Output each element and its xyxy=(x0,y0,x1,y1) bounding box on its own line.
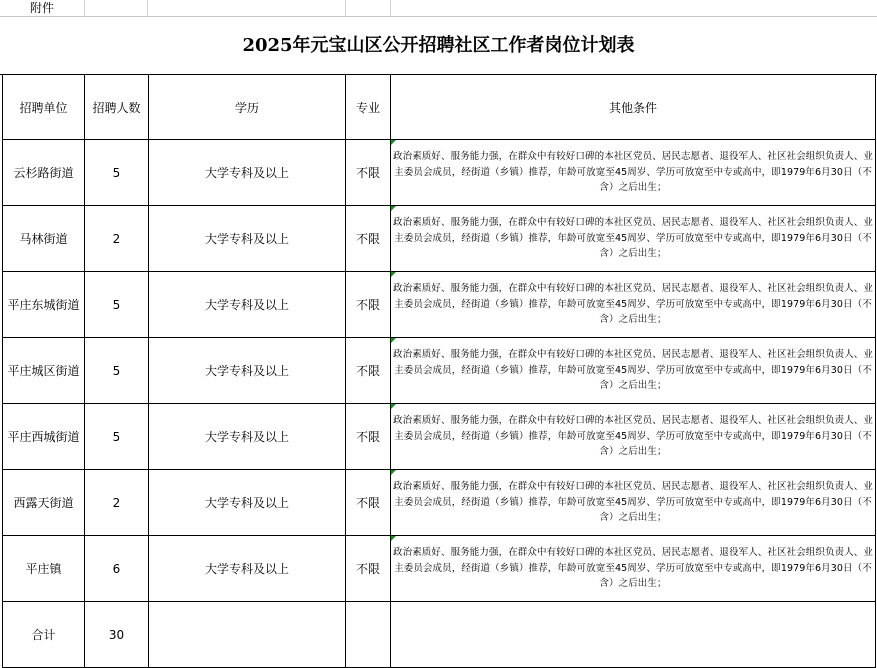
cell-other-conditions[interactable] xyxy=(391,536,876,602)
cell-education[interactable]: 大学专科及以上 xyxy=(149,206,346,272)
cell-other-conditions[interactable] xyxy=(391,206,876,272)
cell-unit[interactable]: 平庄城区街道 xyxy=(3,338,85,404)
total-label[interactable]: 合计 xyxy=(3,602,85,668)
cell-count[interactable]: 6 xyxy=(85,536,149,602)
table-row xyxy=(3,272,876,338)
page-title: 2025年元宝山区公开招聘社区工作者岗位计划表 xyxy=(242,35,635,56)
cell-comment-marker-icon xyxy=(391,272,396,277)
cell-count[interactable]: 5 xyxy=(85,140,149,206)
total-blank[interactable] xyxy=(149,602,346,668)
other-conditions-text: 政治素质好、服务能力强，在群众中有较好口碑的本社区党员、居民志愿者、退役军人、社区社会组织负责人、业主委员会成员，经街道（乡镇）推荐，年龄可放宽至45周岁、学历可放宽至中专或高中，即1979年6月30日（不含）之后出生； xyxy=(393,151,874,194)
cell-count[interactable]: 5 xyxy=(85,404,149,470)
cell-major[interactable]: 不限 xyxy=(346,404,391,470)
header-count[interactable]: 招聘人数 xyxy=(85,75,149,140)
other-conditions-text: 政治素质好、服务能力强，在群众中有较好口碑的本社区党员、居民志愿者、退役军人、社区社会组织负责人、业主委员会成员，经街道（乡镇）推荐，年龄可放宽至45周岁、学历可放宽至中专或高中，即1979年6月30日（不含）之后出生； xyxy=(393,481,874,524)
header-education[interactable]: 学历 xyxy=(149,75,346,140)
cell-unit[interactable]: 平庄西城街道 xyxy=(3,404,85,470)
cell-unit[interactable]: 平庄镇 xyxy=(3,536,85,602)
cell-major[interactable]: 不限 xyxy=(346,536,391,602)
cell-major[interactable]: 不限 xyxy=(346,206,391,272)
cell-comment-marker-icon xyxy=(391,206,396,211)
total-count[interactable]: 30 xyxy=(85,602,149,668)
cell-count[interactable]: 5 xyxy=(85,338,149,404)
total-blank[interactable] xyxy=(346,602,391,668)
cell-education[interactable]: 大学专科及以上 xyxy=(149,536,346,602)
cell-education[interactable]: 大学专科及以上 xyxy=(149,338,346,404)
header-unit[interactable]: 招聘单位 xyxy=(3,75,85,140)
attachment-row xyxy=(0,0,877,17)
total-row xyxy=(3,602,876,668)
cell-other-conditions[interactable] xyxy=(391,338,876,404)
header-other-conditions[interactable]: 其他条件 xyxy=(391,75,876,140)
other-conditions-text: 政治素质好、服务能力强，在群众中有较好口碑的本社区党员、居民志愿者、退役军人、社区社会组织负责人、业主委员会成员，经街道（乡镇）推荐，年龄可放宽至45周岁、学历可放宽至中专或高中，即1979年6月30日（不含）之后出生； xyxy=(393,283,874,326)
cell-comment-marker-icon xyxy=(391,338,396,343)
blank-cell[interactable] xyxy=(148,0,346,16)
title-row[interactable] xyxy=(0,17,877,75)
cell-other-conditions[interactable] xyxy=(391,470,876,536)
blank-cell[interactable] xyxy=(346,0,391,16)
cell-education[interactable]: 大学专科及以上 xyxy=(149,404,346,470)
cell-education[interactable]: 大学专科及以上 xyxy=(149,272,346,338)
cell-comment-marker-icon xyxy=(391,470,396,475)
table-row xyxy=(3,338,876,404)
cell-comment-marker-icon xyxy=(391,404,396,409)
cell-comment-marker-icon xyxy=(391,140,396,145)
total-blank[interactable] xyxy=(391,602,876,668)
cell-other-conditions[interactable] xyxy=(391,272,876,338)
cell-count[interactable]: 2 xyxy=(85,470,149,536)
blank-cell[interactable] xyxy=(85,0,148,16)
table-header-row xyxy=(3,75,876,140)
cell-education[interactable]: 大学专科及以上 xyxy=(149,470,346,536)
cell-education[interactable]: 大学专科及以上 xyxy=(149,140,346,206)
cell-other-conditions[interactable] xyxy=(391,140,876,206)
other-conditions-text: 政治素质好、服务能力强，在群众中有较好口碑的本社区党员、居民志愿者、退役军人、社区社会组织负责人、业主委员会成员，经街道（乡镇）推荐，年龄可放宽至45周岁、学历可放宽至中专或高中，即1979年6月30日（不含）之后出生； xyxy=(393,217,874,260)
cell-major[interactable]: 不限 xyxy=(346,470,391,536)
cell-count[interactable]: 5 xyxy=(85,272,149,338)
cell-unit[interactable]: 西露天街道 xyxy=(3,470,85,536)
cell-unit[interactable]: 平庄东城街道 xyxy=(3,272,85,338)
cell-unit[interactable]: 云杉路街道 xyxy=(3,140,85,206)
cell-unit[interactable]: 马林街道 xyxy=(3,206,85,272)
table-row xyxy=(3,404,876,470)
other-conditions-text: 政治素质好、服务能力强，在群众中有较好口碑的本社区党员、居民志愿者、退役军人、社区社会组织负责人、业主委员会成员，经街道（乡镇）推荐，年龄可放宽至45周岁、学历可放宽至中专或高中，即1979年6月30日（不含）之后出生； xyxy=(393,547,874,590)
table-row xyxy=(3,470,876,536)
cell-other-conditions[interactable] xyxy=(391,404,876,470)
table-row xyxy=(3,140,876,206)
cell-comment-marker-icon xyxy=(391,536,396,541)
other-conditions-text: 政治素质好、服务能力强，在群众中有较好口碑的本社区党员、居民志愿者、退役军人、社区社会组织负责人、业主委员会成员，经街道（乡镇）推荐，年龄可放宽至45周岁、学历可放宽至中专或高中，即1979年6月30日（不含）之后出生； xyxy=(393,349,874,392)
cell-count[interactable]: 2 xyxy=(85,206,149,272)
table-row xyxy=(3,536,876,602)
cell-major[interactable]: 不限 xyxy=(346,338,391,404)
other-conditions-text: 政治素质好、服务能力强，在群众中有较好口碑的本社区党员、居民志愿者、退役军人、社区社会组织负责人、业主委员会成员，经街道（乡镇）推荐，年龄可放宽至45周岁、学历可放宽至中专或高中，即1979年6月30日（不含）之后出生； xyxy=(393,415,874,458)
header-major[interactable]: 专业 xyxy=(346,75,391,140)
cell-major[interactable]: 不限 xyxy=(346,272,391,338)
attachment-label: 附件 xyxy=(30,1,55,15)
cell-major[interactable]: 不限 xyxy=(346,140,391,206)
recruitment-plan-table xyxy=(2,74,876,668)
table-row xyxy=(3,206,876,272)
